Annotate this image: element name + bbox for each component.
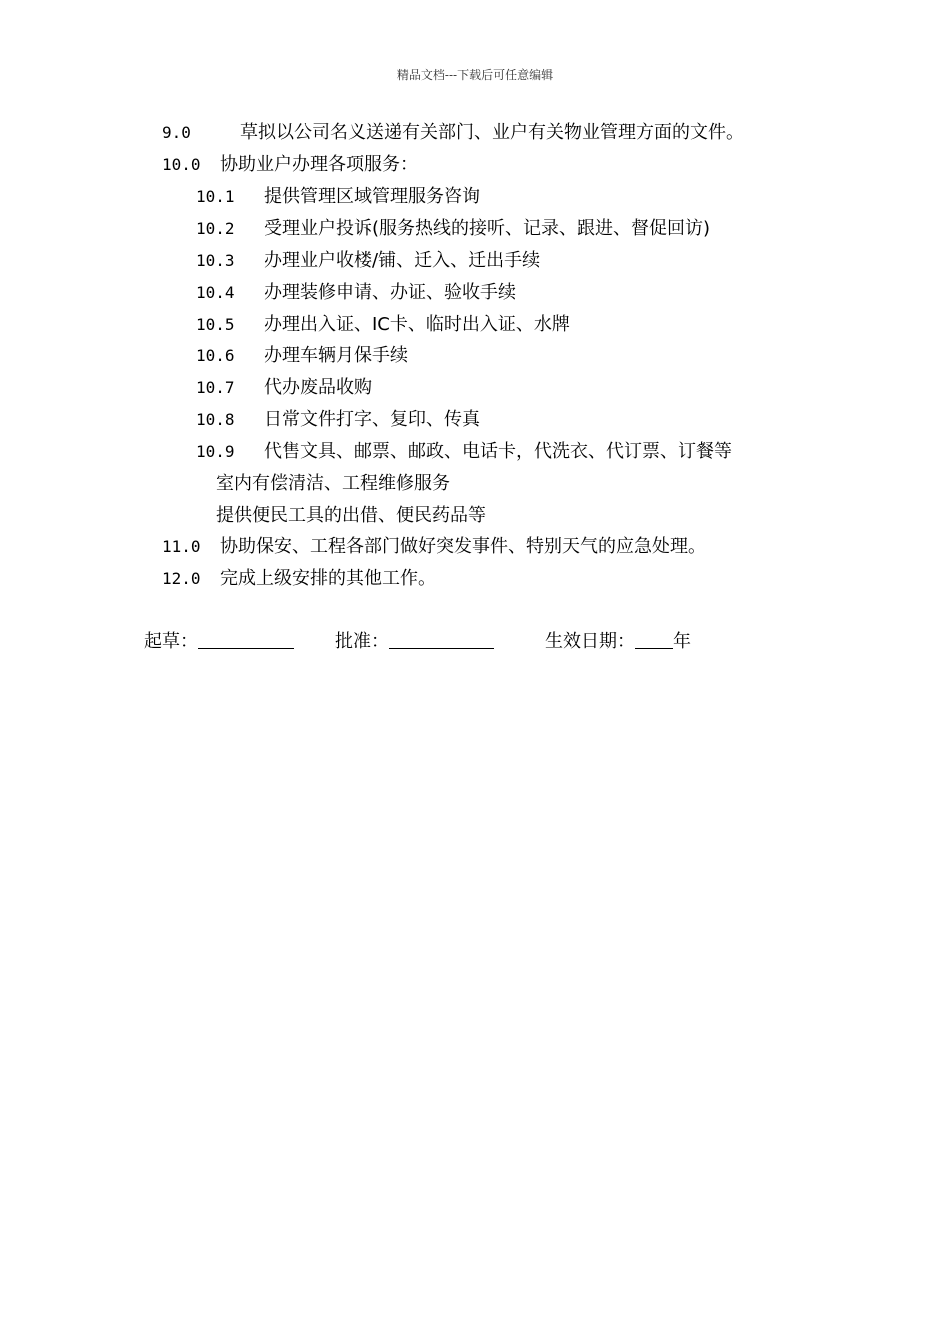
item-number: 12.0 [162, 569, 201, 588]
item-10-5 [196, 314, 570, 336]
item-10-9-cont-2 [216, 505, 486, 527]
effective-date-label: 生效日期： [545, 631, 635, 652]
item-text: 代办废品收购 [264, 377, 372, 398]
item-text: 提供管理区域管理服务咨询 [264, 186, 480, 207]
item-text: 办理车辆月保手续 [264, 345, 408, 366]
item-number: 10.9 [196, 442, 235, 461]
item-11-0 [162, 536, 706, 558]
item-number: 10.0 [162, 155, 201, 174]
item-10-0 [162, 154, 418, 176]
item-text: 协助保安、工程各部门做好突发事件、特别天气的应急处理。 [220, 536, 706, 557]
item-number: 10.4 [196, 283, 235, 302]
item-number: 10.5 [196, 315, 235, 334]
draft-label: 起草： [144, 631, 198, 652]
item-10-1 [196, 186, 480, 208]
item-text: 日常文件打字、复印、传真 [264, 409, 480, 430]
item-number: 9.0 [162, 123, 191, 142]
item-12-0 [162, 568, 436, 590]
approve-signature [335, 630, 494, 653]
item-10-9-cont-1 [216, 473, 450, 495]
year-suffix: 年 [673, 631, 691, 652]
item-text: 办理装修申请、办证、验收手续 [264, 282, 516, 303]
item-number: 10.7 [196, 378, 235, 397]
item-10-2 [196, 218, 710, 240]
item-text: 室内有偿清洁、工程维修服务 [216, 473, 450, 494]
item-10-8 [196, 409, 480, 431]
effective-date [545, 630, 691, 653]
item-text: 提供便民工具的出借、便民药品等 [216, 505, 486, 526]
item-text: 办理业户收楼/铺、迁入、迁出手续 [264, 250, 541, 271]
item-number: 10.6 [196, 346, 235, 365]
draft-signature [144, 630, 294, 653]
item-text: 代售文具、邮票、邮政、电话卡，代洗衣、代订票、订餐等 [264, 441, 732, 462]
page-header: 精品文档---下载后可任意编辑 [396, 68, 554, 82]
item-text: 办理出入证、IC卡、临时出入证、水牌 [264, 314, 570, 335]
item-10-7 [196, 377, 372, 399]
item-text: 受理业户投诉(服务热线的接听、记录、跟进、督促回访) [264, 218, 711, 239]
draft-blank [198, 630, 294, 649]
approve-label: 批准： [335, 631, 389, 652]
item-number: 11.0 [162, 537, 201, 556]
item-10-6 [196, 345, 408, 367]
item-10-9 [196, 441, 732, 463]
item-number: 10.1 [196, 187, 235, 206]
item-10-4 [196, 282, 516, 304]
item-9-0 [162, 122, 744, 144]
approve-blank [389, 630, 494, 649]
item-number: 10.2 [196, 219, 235, 238]
item-number: 10.3 [196, 251, 235, 270]
item-text: 协助业户办理各项服务： [220, 154, 418, 175]
item-number: 10.8 [196, 410, 235, 429]
year-blank [635, 630, 673, 649]
item-10-3 [196, 250, 540, 272]
item-text: 完成上级安排的其他工作。 [220, 568, 436, 589]
item-text: 草拟以公司名义送递有关部门、业户有关物业管理方面的文件。 [240, 122, 744, 143]
